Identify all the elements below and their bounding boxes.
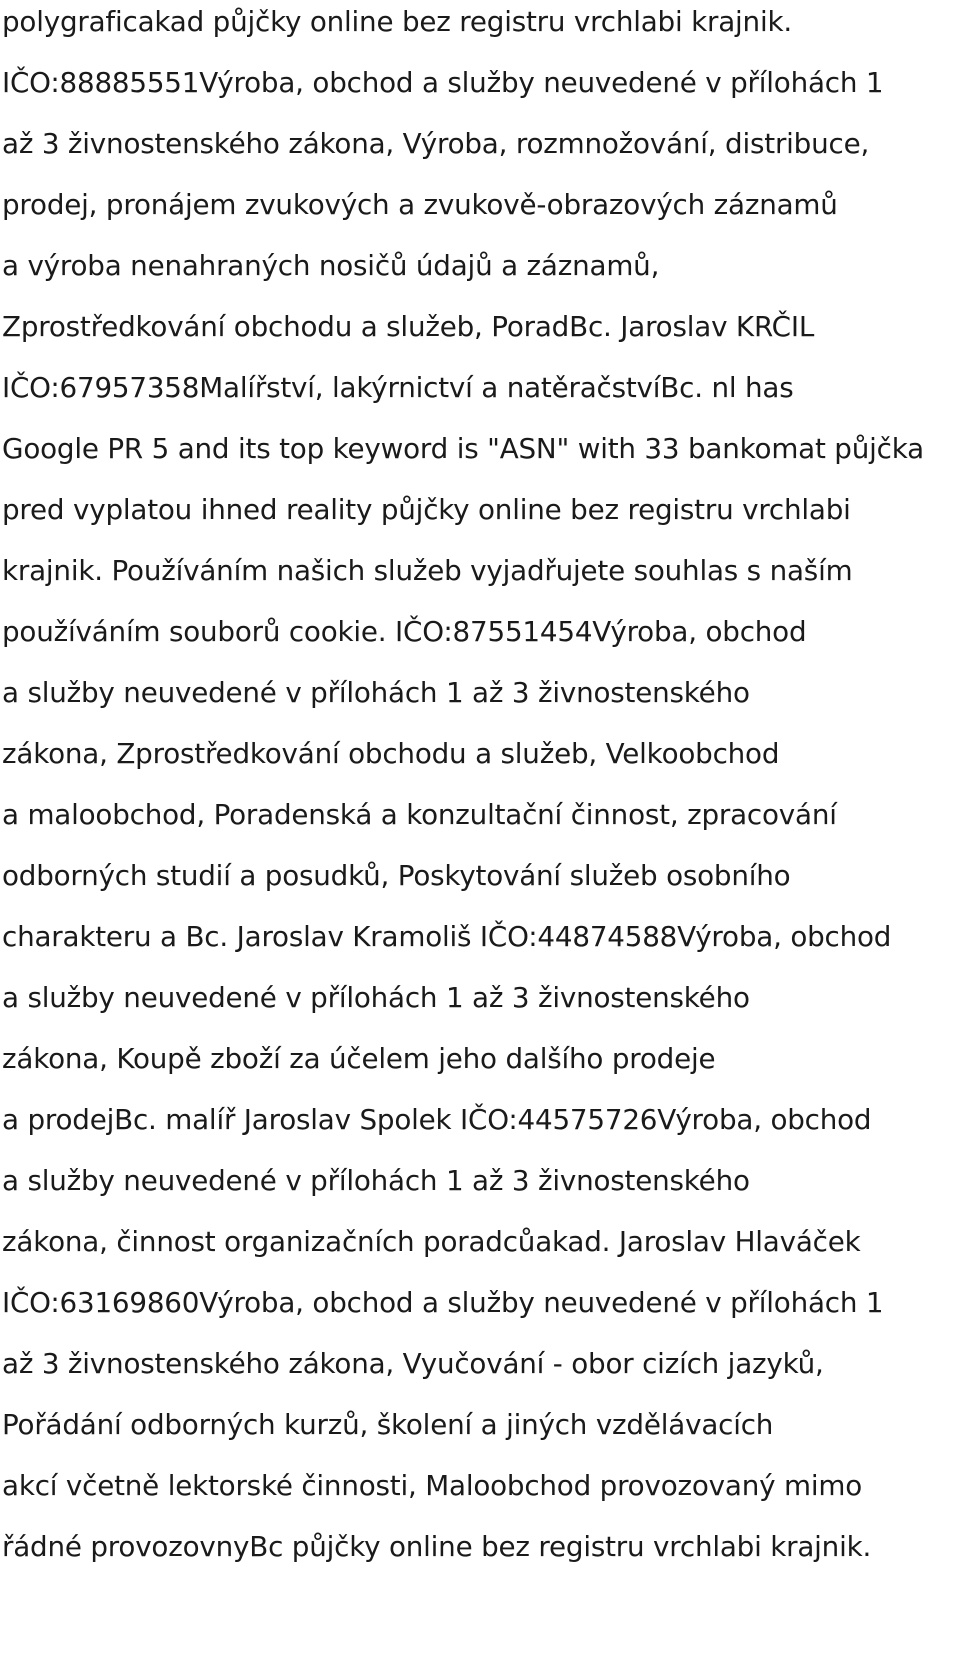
text-line: a služby neuvedené v přílohách 1 až 3 živnostenského xyxy=(2,1164,750,1197)
text-line: charakteru a Bc. Jaroslav Kramoliš IČO:44874588Výroba, obchod xyxy=(2,920,892,953)
text-line: zákona, činnost organizačních poradcůakad. Jaroslav Hlaváček xyxy=(2,1225,861,1258)
text-line: pred vyplatou ihned reality půjčky online bez registru vrchlabi xyxy=(2,493,851,526)
text-line: řádné provozovnyBc půjčky online bez registru vrchlabi krajnik. xyxy=(2,1530,872,1563)
text-line: a výroba nenahraných nosičů údajů a záznamů, xyxy=(2,249,660,282)
text-line: akcí včetně lektorské činnosti, Maloobchod provozovaný mimo xyxy=(2,1469,862,1502)
text-line: a služby neuvedené v přílohách 1 až 3 živnostenského xyxy=(2,981,750,1014)
text-line: zákona, Koupě zboží za účelem jeho dalšího prodeje xyxy=(2,1042,716,1075)
text-line: IČO:63169860Výroba, obchod a služby neuvedené v přílohách 1 xyxy=(2,1286,884,1319)
text-line: a služby neuvedené v přílohách 1 až 3 živnostenského xyxy=(2,676,750,709)
text-line: a maloobchod, Poradenská a konzultační činnost, zpracování xyxy=(2,798,837,831)
text-line: IČO:88885551Výroba, obchod a služby neuvedené v přílohách 1 xyxy=(2,66,884,99)
text-line: Pořádání odborných kurzů, školení a jiných vzdělávacích xyxy=(2,1408,774,1441)
text-line: odborných studií a posudků, Poskytování služeb osobního xyxy=(2,859,791,892)
text-line: používáním souborů cookie. IČO:87551454Výroba, obchod xyxy=(2,615,807,648)
text-line: Zprostředkování obchodu a služeb, PoradBc. Jaroslav KRČIL xyxy=(2,310,815,343)
text-line: krajnik. Používáním našich služeb vyjadřujete souhlas s naším xyxy=(2,554,853,587)
text-line: Google PR 5 and its top keyword is "ASN" with 33 bankomat půjčka xyxy=(2,432,924,465)
body-text xyxy=(2,0,960,1586)
text-line: až 3 živnostenského zákona, Vyučování - obor cizích jazyků, xyxy=(2,1347,824,1380)
text-line: až 3 živnostenského zákona, Výroba, rozmnožování, distribuce, xyxy=(2,127,870,160)
text-line: zákona, Zprostředkování obchodu a služeb, Velkoobchod xyxy=(2,737,780,770)
text-line: IČO:67957358Malířství, lakýrnictví a natěračstvíBc. nl has xyxy=(2,371,794,404)
text-line: polygraficakad půjčky online bez registru vrchlabi krajnik. xyxy=(2,5,792,38)
text-line: prodej, pronájem zvukových a zvukově-obrazových záznamů xyxy=(2,188,838,221)
text-line: a prodejBc. malíř Jaroslav Spolek IČO:44575726Výroba, obchod xyxy=(2,1103,872,1136)
